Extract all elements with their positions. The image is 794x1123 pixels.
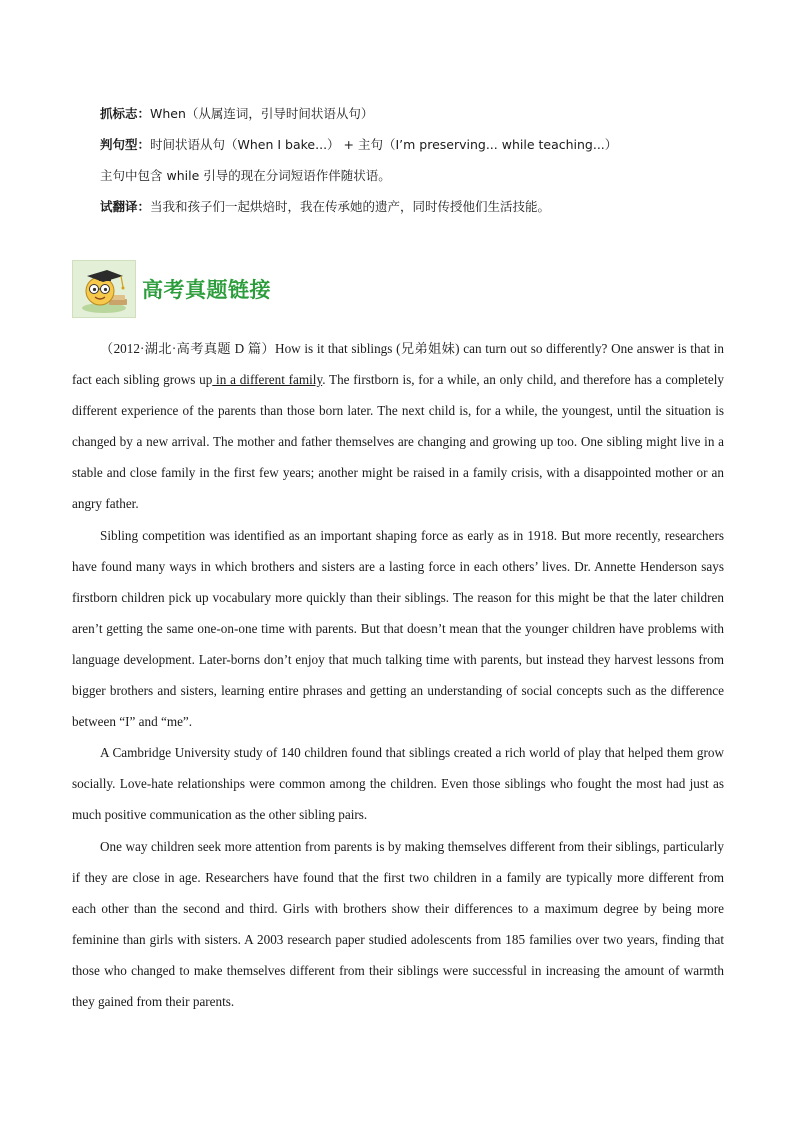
note-label-marker: 抓标志： xyxy=(100,106,151,121)
passage-paragraph-2: Sibling competition was identified as an important shaping force as early as in 1918. But more recently, researchers have found many ways in which brothers and sisters are a lasting force in each others’ lives. Dr. Annette Henderson says firstborn children pick up vocabulary more quickly than their siblings. The reason for this might be that the later children aren’t getting the same one-on-one time with parents. But that doesn’t mean that the younger children have problems with language development. Later-borns don’t enjoy that much talking time with parents, but instead they harvest lessons from bigger brothers and sisters, learning entire phrases and getting an understanding of social concepts such as the difference between “I” and “me”. xyxy=(72,527,724,730)
note-line-main-clause xyxy=(100,160,740,191)
cartoon-student-svg xyxy=(73,261,135,317)
reading-passage xyxy=(72,333,724,1017)
note-label-sentence-type: 判句型： xyxy=(100,137,151,152)
note-label-translation: 试翻译： xyxy=(100,199,151,214)
section-banner xyxy=(72,260,732,320)
note-text-translation: 当我和孩子们一起烘焙时，我在传承她的遗产，同时传授他们生活技能。 xyxy=(150,199,551,214)
note-text-main-clause: 主句中包含 while 引导的现在分词短语作伴随状语。 xyxy=(100,168,391,183)
note-line-marker xyxy=(100,98,740,129)
analysis-notes xyxy=(100,98,740,222)
paragraph-1-start: （2012·湖北·高考真题 D 篇）How is it that siblings (兄弟姐妹) can turn out so differently? One answer is that in fact each sibling grows up xyxy=(72,341,724,388)
note-line-sentence-type xyxy=(100,129,740,160)
passage-paragraph-4: One way children seek more attention from parents is by making themselves different from their siblings, particularly if they are close in age. Researchers have found that the first two children in a family are typically more different from each other than the second and third. Girls with brothers show their differences to a maximum degree by being more feminine than girls with sisters. A 2003 research paper studied adolescents from 185 families over two years, finding that those who changed to make themselves different from their siblings were successful in increasing the amount of warmth they gained from their parents. xyxy=(72,838,724,1009)
section-title: 高考真题链接 xyxy=(142,278,271,302)
paragraph-1-rest: . The firstborn is, for a while, an only child, and therefore has a completely different experience of the parents than those born later. The next child is, for a while, the youngest, until the situation is changed by a new arrival. The mother and father themselves are changing and growing up too. One sibling might live in a stable and close family in the first few years; another might be raised in a family crisis, with a disappointed mother or an angry father. xyxy=(72,372,724,512)
note-line-translation xyxy=(100,191,740,222)
underlined-phrase: in a different family xyxy=(212,372,323,388)
note-text-marker: When（从属连词，引导时间状语从句） xyxy=(150,106,374,121)
passage-paragraph-1 xyxy=(72,333,724,520)
passage-paragraph-3: A Cambridge University study of 140 children found that siblings created a rich world of play that helped them grow socially. Love-hate relationships were common among the children. Even those siblings who fought the most had just as much positive communication as the other sibling pairs. xyxy=(72,745,724,823)
cartoon-student-graduation-cap-icon xyxy=(72,260,136,318)
note-text-sentence-type: 时间状语从句（When I bake...） + 主句（I’m preserving... while teaching...） xyxy=(150,137,618,152)
